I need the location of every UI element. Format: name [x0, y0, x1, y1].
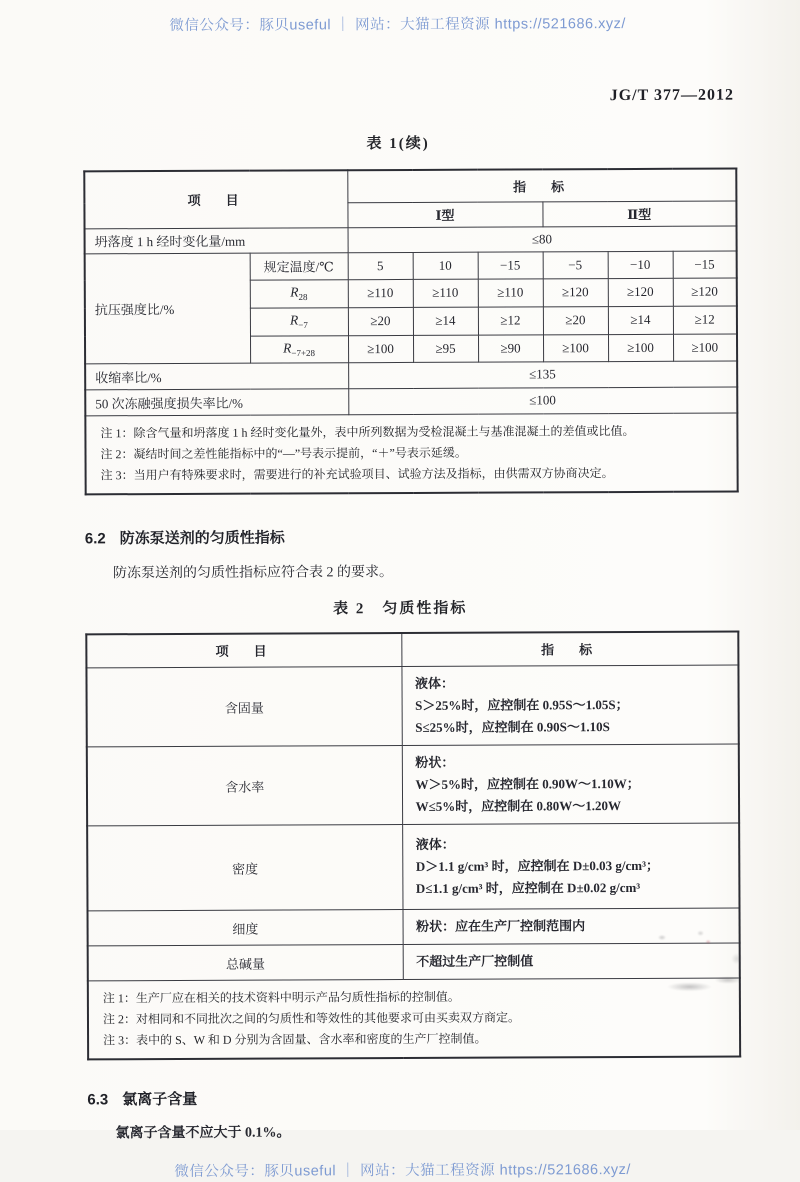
fineness-label: 细度 — [88, 909, 403, 945]
alkali-indicator — [403, 943, 740, 979]
water-content-line-2: W＞5%时，应控制在 0.90W～1.10W； — [415, 775, 640, 792]
temp-3: −5 — [543, 251, 608, 278]
table2-notes — [88, 978, 740, 1059]
table2-title: 表 2 匀质性指标 — [333, 600, 468, 617]
table1-title: 表 1(续) — [366, 135, 430, 153]
rm7p28-value-0: ≥100 — [348, 335, 413, 362]
density-line-2: D＞1.1 g/cm³ 时，应控制在 D±0.03 g/cm³； — [415, 857, 659, 874]
watermark-bottom: 微信公众号：豚贝useful ｜ 网站：大猫工程资源 https://521686.xyz/ — [174, 1161, 631, 1180]
alkali-label: 总碱量 — [88, 944, 403, 980]
water-content-indicator — [402, 744, 739, 824]
table2-note-1: 注 1：生产厂应在相关的技术资料中明示产品匀质性指标的控制值。 — [102, 989, 460, 1006]
rm7-value-3: ≥20 — [543, 306, 608, 334]
table2-note-3: 注 3：表中的 S、W 和 D 分别为含固量、含水率和密度的生产厂控制值。 — [103, 1031, 487, 1048]
freeze-label: 50 次冻融强度损失率比/% — [85, 388, 348, 415]
temp-4: −10 — [608, 251, 673, 278]
table1-note-3: 注 3：当用户有特殊要求时，需要进行的补充试验项目、试验方法及指标，由供需双方协商决定。 — [100, 465, 614, 482]
table2-header-indicator: 指 标 — [401, 631, 738, 666]
r28-value-0: ≥110 — [348, 279, 413, 307]
section-6-3-body: 氯离子含量不应大于 0.1%。 — [115, 1125, 291, 1142]
temp-1: 10 — [413, 252, 478, 279]
solid-content-line-2: S＞25%时，应控制在 0.95S～1.05S； — [415, 697, 629, 713]
section-6-3-title: 氯离子含量 — [122, 1090, 198, 1109]
r28-subscript: 28 — [298, 292, 308, 303]
solid-content-label: 含固量 — [86, 666, 401, 746]
rm7-subscript: −7 — [298, 320, 308, 331]
density-label: 密度 — [87, 824, 402, 910]
r28-base: R — [290, 284, 299, 300]
section-6-2-heading — [85, 524, 800, 548]
temp-label: 规定温度/℃ — [250, 252, 348, 279]
water-content-line-1: 粉状： — [415, 754, 455, 770]
table1-header-type1: Ⅰ型 — [347, 201, 542, 227]
rm7p28-value-1: ≥95 — [413, 335, 478, 362]
fineness-line-1: 粉状：应在生产厂控制范围内 — [416, 918, 586, 934]
shrink-label: 收缩率比/% — [85, 362, 348, 389]
slump-label: 坍落度 1 h 经时变化量/mm — [85, 227, 348, 253]
r28-value-2: ≥110 — [478, 278, 543, 306]
solid-content-line-1: 液体： — [414, 675, 455, 691]
rm7p28-base: R — [283, 340, 292, 356]
r28-value-4: ≥120 — [608, 278, 673, 306]
rm7p28-subscript: −7+28 — [291, 347, 316, 358]
section-6-2-body: 防冻泵送剂的匀质性指标应符合表 2 的要求。 — [113, 564, 394, 581]
density-indicator — [402, 823, 739, 909]
r28-value-3: ≥120 — [543, 278, 608, 306]
table2-note-2: 注 2：对相同和不同批次之间的匀质性和等效性的其他要求可由买卖双方商定。 — [102, 1010, 521, 1027]
rm7p28-symbol — [250, 335, 348, 362]
table1-header-type2: Ⅱ型 — [542, 201, 736, 227]
fineness-indicator — [403, 908, 740, 944]
table1-header-item: 项 目 — [84, 170, 347, 228]
rm7-value-5: ≥12 — [673, 306, 737, 334]
solid-content-indicator — [401, 665, 738, 745]
rm7-value-1: ≥14 — [413, 307, 478, 335]
rm7p28-value-5: ≥100 — [673, 334, 737, 361]
table2-header-item: 项 目 — [86, 632, 401, 667]
density-line-1: 液体： — [415, 836, 455, 852]
section-6-2-number: 6.2 — [84, 529, 106, 547]
rm7-base: R — [289, 312, 299, 328]
alkali-line-1: 不超过生产厂控制值 — [416, 953, 534, 969]
table1-header-indicator: 指 标 — [347, 169, 736, 203]
r28-value-1: ≥110 — [413, 279, 478, 307]
rm7-value-2: ≥12 — [478, 306, 543, 334]
slump-value: ≤80 — [348, 226, 737, 253]
section-6-3-heading — [87, 1085, 800, 1109]
shrink-value: ≤135 — [348, 361, 737, 389]
density-line-3: D≤1.1 g/cm³ 时，应控制在 D±0.02 g/cm³ — [415, 879, 641, 896]
rm7-value-4: ≥14 — [608, 306, 673, 334]
rm7-symbol — [250, 307, 348, 335]
table1-note-1: 注 1：除含气量和坍落度 1 h 经时变化量外，表中所列数据为受检混凝土与基准混凝土的差值或比值。 — [100, 423, 635, 440]
table1-note-2: 注 2：凝结时间之差性能指标中的“—”号表示提前，“＋”号表示延缓。 — [100, 445, 467, 461]
table1 — [83, 168, 738, 495]
water-content-line-3: W≤5%时，应控制在 0.80W～1.20W — [415, 798, 621, 814]
rm7-value-0: ≥20 — [348, 307, 413, 335]
table2 — [85, 630, 741, 1060]
temp-5: −15 — [673, 251, 737, 278]
r28-value-5: ≥120 — [673, 278, 737, 306]
temp-0: 5 — [348, 252, 413, 279]
freeze-value: ≤100 — [348, 387, 737, 415]
section-6-2-title: 防冻泵送剂的匀质性指标 — [119, 529, 285, 547]
water-content-label: 含水率 — [87, 745, 402, 825]
solid-content-line-3: S≤25%时，应控制在 0.90S～1.10S — [415, 719, 610, 735]
temp-2: −15 — [478, 251, 543, 278]
table1-notes — [85, 413, 737, 494]
watermark-top: 微信公众号：豚贝useful ｜ 网站：大猫工程资源 https://521686.xyz/ — [169, 16, 626, 35]
standard-number: JG/T 377—2012 — [609, 86, 734, 105]
strength-label: 抗压强度比/% — [85, 253, 250, 364]
rm7p28-value-4: ≥100 — [608, 334, 673, 361]
r28-symbol — [250, 279, 348, 307]
rm7p28-value-3: ≥100 — [543, 334, 608, 361]
rm7p28-value-2: ≥90 — [478, 334, 543, 361]
section-6-3-number: 6.3 — [87, 1091, 109, 1109]
